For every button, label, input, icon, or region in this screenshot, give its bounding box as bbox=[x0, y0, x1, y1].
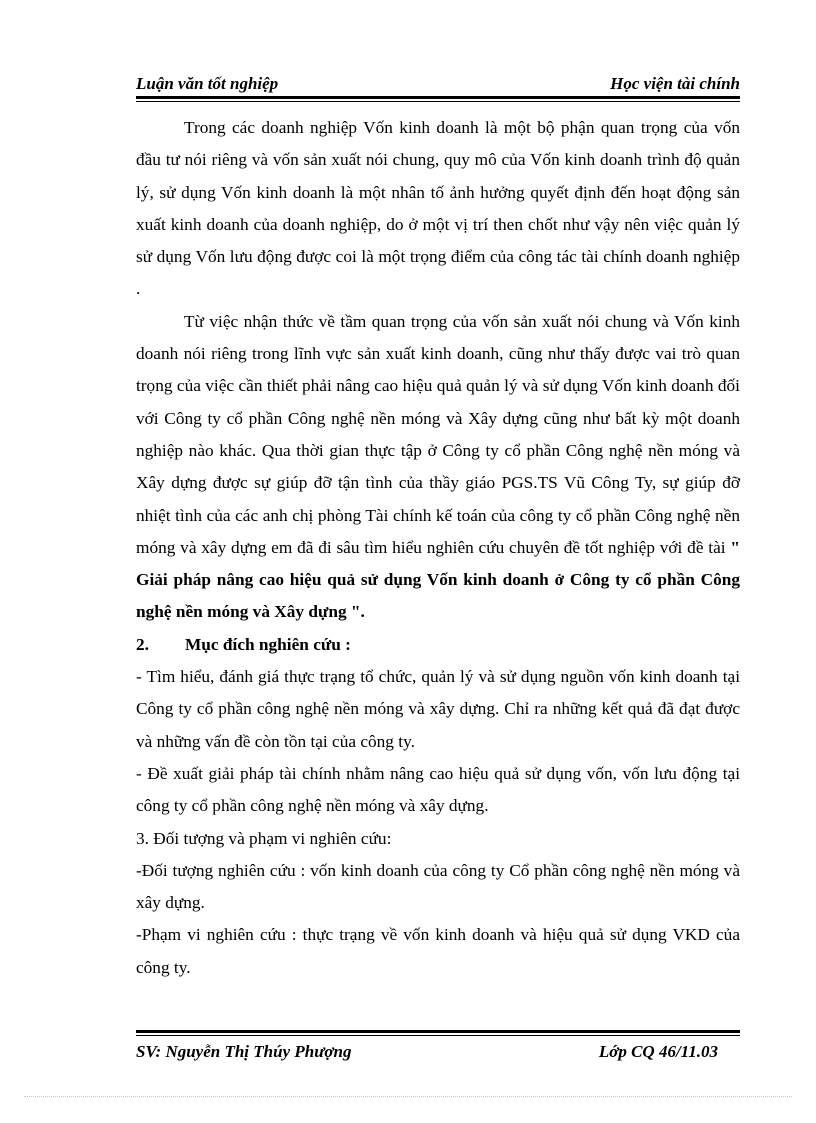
section-2-title: Mục đích nghiên cứu : bbox=[185, 634, 351, 654]
objective-item-2: - Đề xuất giải pháp tài chính nhằm nâng cao hiệu quả sử dụng vốn, vốn lưu động tại công ty cổ phần công nghệ nền móng và xây dựng. bbox=[136, 763, 740, 816]
topic-paragraph-text: Từ việc nhận thức về tầm quan trọng của vốn sản xuất nói chung và Vốn kinh doanh nói riêng trong lĩnh vực sản xuất kinh doanh, cũng như thấy được vai trò quan trọng của việc cần thiết phải nâng cao hiệu quả quản lý và sử dụng Vốn kinh doanh đối với Công ty cổ phần Công nghệ nền móng và Xây dựng cũng như bất kỳ một doanh nghiệp nào khác. Qua thời gian thực tập ở Công ty cổ phần Công nghệ nền móng và Xây dựng được sự giúp đỡ tận tình của thầy giáo PGS.TS Vũ Công Ty, sự giúp đỡ nhiệt tình của các anh chị phòng Tài chính kế toán của công ty cổ phần Công nghệ nền móng và xây dựng em đã đi sâu tìm hiểu nghiên cứu chuyên đề tốt nghiệp với đề tài bbox=[136, 311, 740, 557]
scope-item-range: -Phạm vi nghiên cứu : thực trạng về vốn kinh doanh và hiệu quả sử dụng VKD của công ty. bbox=[136, 925, 740, 977]
header-thesis-label: Luận văn tốt nghiệp bbox=[136, 74, 279, 93]
section-2-number: 2. bbox=[136, 634, 149, 654]
topic-paragraph bbox=[136, 306, 740, 629]
objective-item-1: - Tìm hiểu, đánh giá thực trạng tổ chức, quản lý và sử dụng nguồn vốn kinh doanh tại Công ty cổ phần công nghệ nền móng và xây dựng. Chỉ ra những kết quả đã đạt được và những vấn đề còn tồn tại của công ty. bbox=[136, 667, 740, 751]
page-bottom-divider bbox=[24, 1096, 792, 1097]
footer-rule-thin bbox=[136, 1035, 740, 1036]
header-rule bbox=[136, 96, 740, 99]
footer-student-name: SV: Nguyễn Thị Thúy Phượng bbox=[136, 1042, 352, 1061]
document-body bbox=[136, 112, 740, 984]
footer-class-code: Lớp CQ 46/11.03 bbox=[598, 1042, 718, 1061]
page-header bbox=[136, 74, 740, 96]
section-2-heading bbox=[136, 629, 740, 661]
footer-rule bbox=[136, 1030, 740, 1033]
header-institution: Học viện tài chính bbox=[610, 74, 740, 93]
thesis-title: " Giải pháp nâng cao hiệu quả sử dụng Vốn kinh doanh ở Công ty cổ phần Công nghệ nền móng và Xây dựng ". bbox=[136, 537, 740, 622]
page-footer bbox=[136, 1042, 740, 1064]
section-3-heading: 3. Đối tượng và phạm vi nghiên cứu: bbox=[136, 828, 392, 848]
scope-item-subject: -Đối tượng nghiên cứu : vốn kinh doanh của công ty Cổ phần công nghệ nền móng và xây dựng. bbox=[136, 860, 740, 913]
header-rule-thin bbox=[136, 101, 740, 102]
intro-paragraph: Trong các doanh nghiệp Vốn kinh doanh là một bộ phận quan trọng của vốn đầu tư nói riêng và vốn sản xuất nói chung, quy mô của Vốn kinh doanh trình độ quản lý, sử dụng Vốn kinh doanh là một nhân tố ảnh hưởng quyết định đến hoạt động sản xuất kinh doanh của doanh nghiệp, do ở một vị trí then chốt như vậy nên việc quản lý sử dụng Vốn lưu động được coi là một trọng điểm của công tác tài chính doanh nghiệp . bbox=[136, 118, 740, 299]
